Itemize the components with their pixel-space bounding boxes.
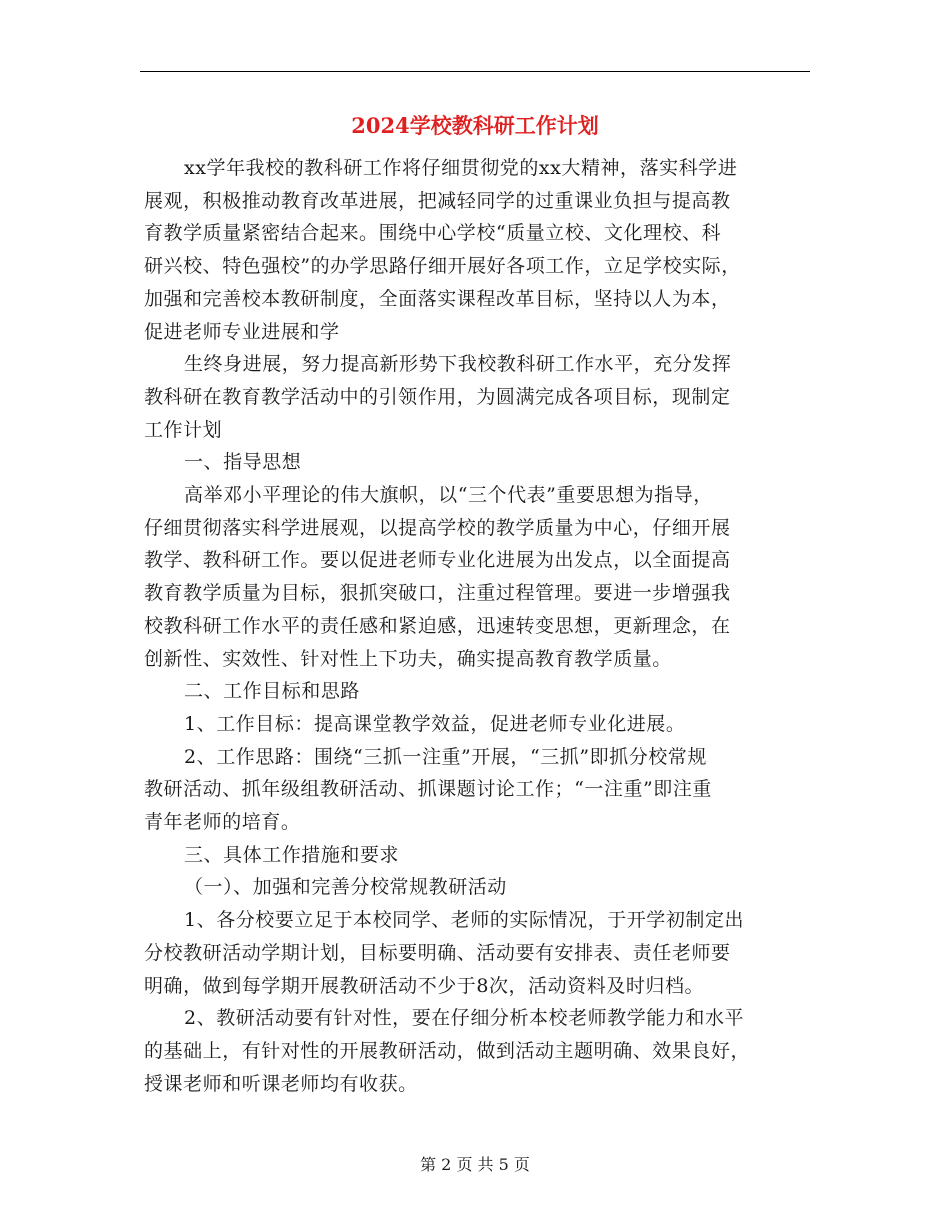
header-rule — [140, 71, 810, 72]
text-line: 生终身进展，努力提高新形势下我校教科研工作水平，充分发挥 — [184, 353, 732, 376]
text-line: 分校教研活动学期计划，目标要明确、活动要有安排表、责任老师要 — [144, 941, 731, 964]
text-line: 仔细贯彻落实科学进展观，以提高学校的教学质量为中心，仔细开展 — [144, 516, 731, 539]
paragraph-goal — [144, 708, 810, 741]
text-line: 校教科研工作水平的责任感和紧迫感，迅速转变思想，更新理念，在 — [144, 614, 731, 637]
text-line: 2、工作思路：围绕“三抓一注重”开展，“三抓”即抓分校常规 — [184, 745, 707, 768]
text-line: 教育教学质量为目标，狠抓突破口，注重过程管理。要进一步增强我 — [144, 582, 731, 605]
text-line: 育教学质量紧密结合起来。围绕中心学校“质量立校、文化理校、科 — [144, 222, 722, 245]
text-line: 研兴校、特色强校”的办学思路仔细开展好各项工作，立足学校实际， — [144, 255, 741, 278]
section-heading-goals — [144, 675, 810, 708]
paragraph-intro-1 — [144, 152, 810, 348]
text-line: 创新性、实效性、针对性上下功夫，确实提高教育教学质量。 — [144, 647, 672, 670]
document-title: 2024学校教科研工作计划 — [351, 113, 599, 138]
paragraph-measure-1 — [144, 904, 810, 1002]
subsection-heading-routine-research — [144, 871, 810, 904]
text-line: xx学年我校的教科研工作将仔细贯彻党的xx大精神，落实科学进 — [184, 157, 738, 179]
text-line: 加强和完善校本教研制度，全面落实课程改革目标，坚持以人为本， — [144, 287, 731, 310]
heading-line: 一、指导思想 — [184, 451, 302, 474]
text-line: 的基础上，有针对性的开展教研活动，做到活动主题明确、效果良好， — [144, 1039, 751, 1062]
heading-line: 三、具体工作措施和要求 — [184, 843, 400, 866]
text-line: 明确，做到每学期开展教研活动不少于8次，活动资料及时归档。 — [144, 974, 705, 997]
page-number-footer: 第 2 页 共 5 页 — [420, 1155, 530, 1174]
paragraph-intro-2 — [144, 348, 810, 446]
paragraph-measure-2 — [144, 1002, 810, 1100]
text-line: 授课老师和听课老师均有收获。 — [144, 1072, 418, 1095]
text-line: 工作计划 — [144, 418, 223, 441]
text-line: 教科研在教育教学活动中的引领作用，为圆满完成各项目标，现制定 — [144, 385, 731, 408]
document-body — [144, 152, 810, 1100]
text-line: 1、各分校要立足于本校同学、老师的实际情况，于开学初制定出 — [184, 909, 745, 932]
text-line: 青年老师的培育。 — [144, 811, 301, 834]
paragraph-guiding-thought — [144, 479, 810, 675]
text-line: 1、工作目标：提高课堂教学效益，促进老师专业化进展。 — [184, 712, 686, 735]
section-heading-measures — [144, 839, 810, 872]
heading-line: （一）、加强和完善分校常规教研活动 — [184, 876, 507, 899]
text-line: 促进老师专业进展和学 — [144, 320, 340, 343]
text-line: 2、教研活动要有针对性，要在仔细分析本校老师教学能力和水平 — [184, 1007, 745, 1030]
text-line: 教学、教科研工作。要以促进老师专业化进展为出发点，以全面提高 — [144, 549, 731, 572]
text-line: 高举邓小平理论的伟大旗帜，以“三个代表”重要思想为指导， — [184, 484, 713, 507]
heading-line: 二、工作目标和思路 — [184, 680, 360, 703]
text-line: 教研活动、抓年级组教研活动、抓课题讨论工作；“一注重”即注重 — [144, 778, 712, 801]
paragraph-approach — [144, 741, 810, 839]
section-heading-guiding-thought — [144, 446, 810, 479]
text-line: 展观，积极推动教育改革进展，把减轻同学的过重课业负担与提高教 — [144, 189, 731, 212]
